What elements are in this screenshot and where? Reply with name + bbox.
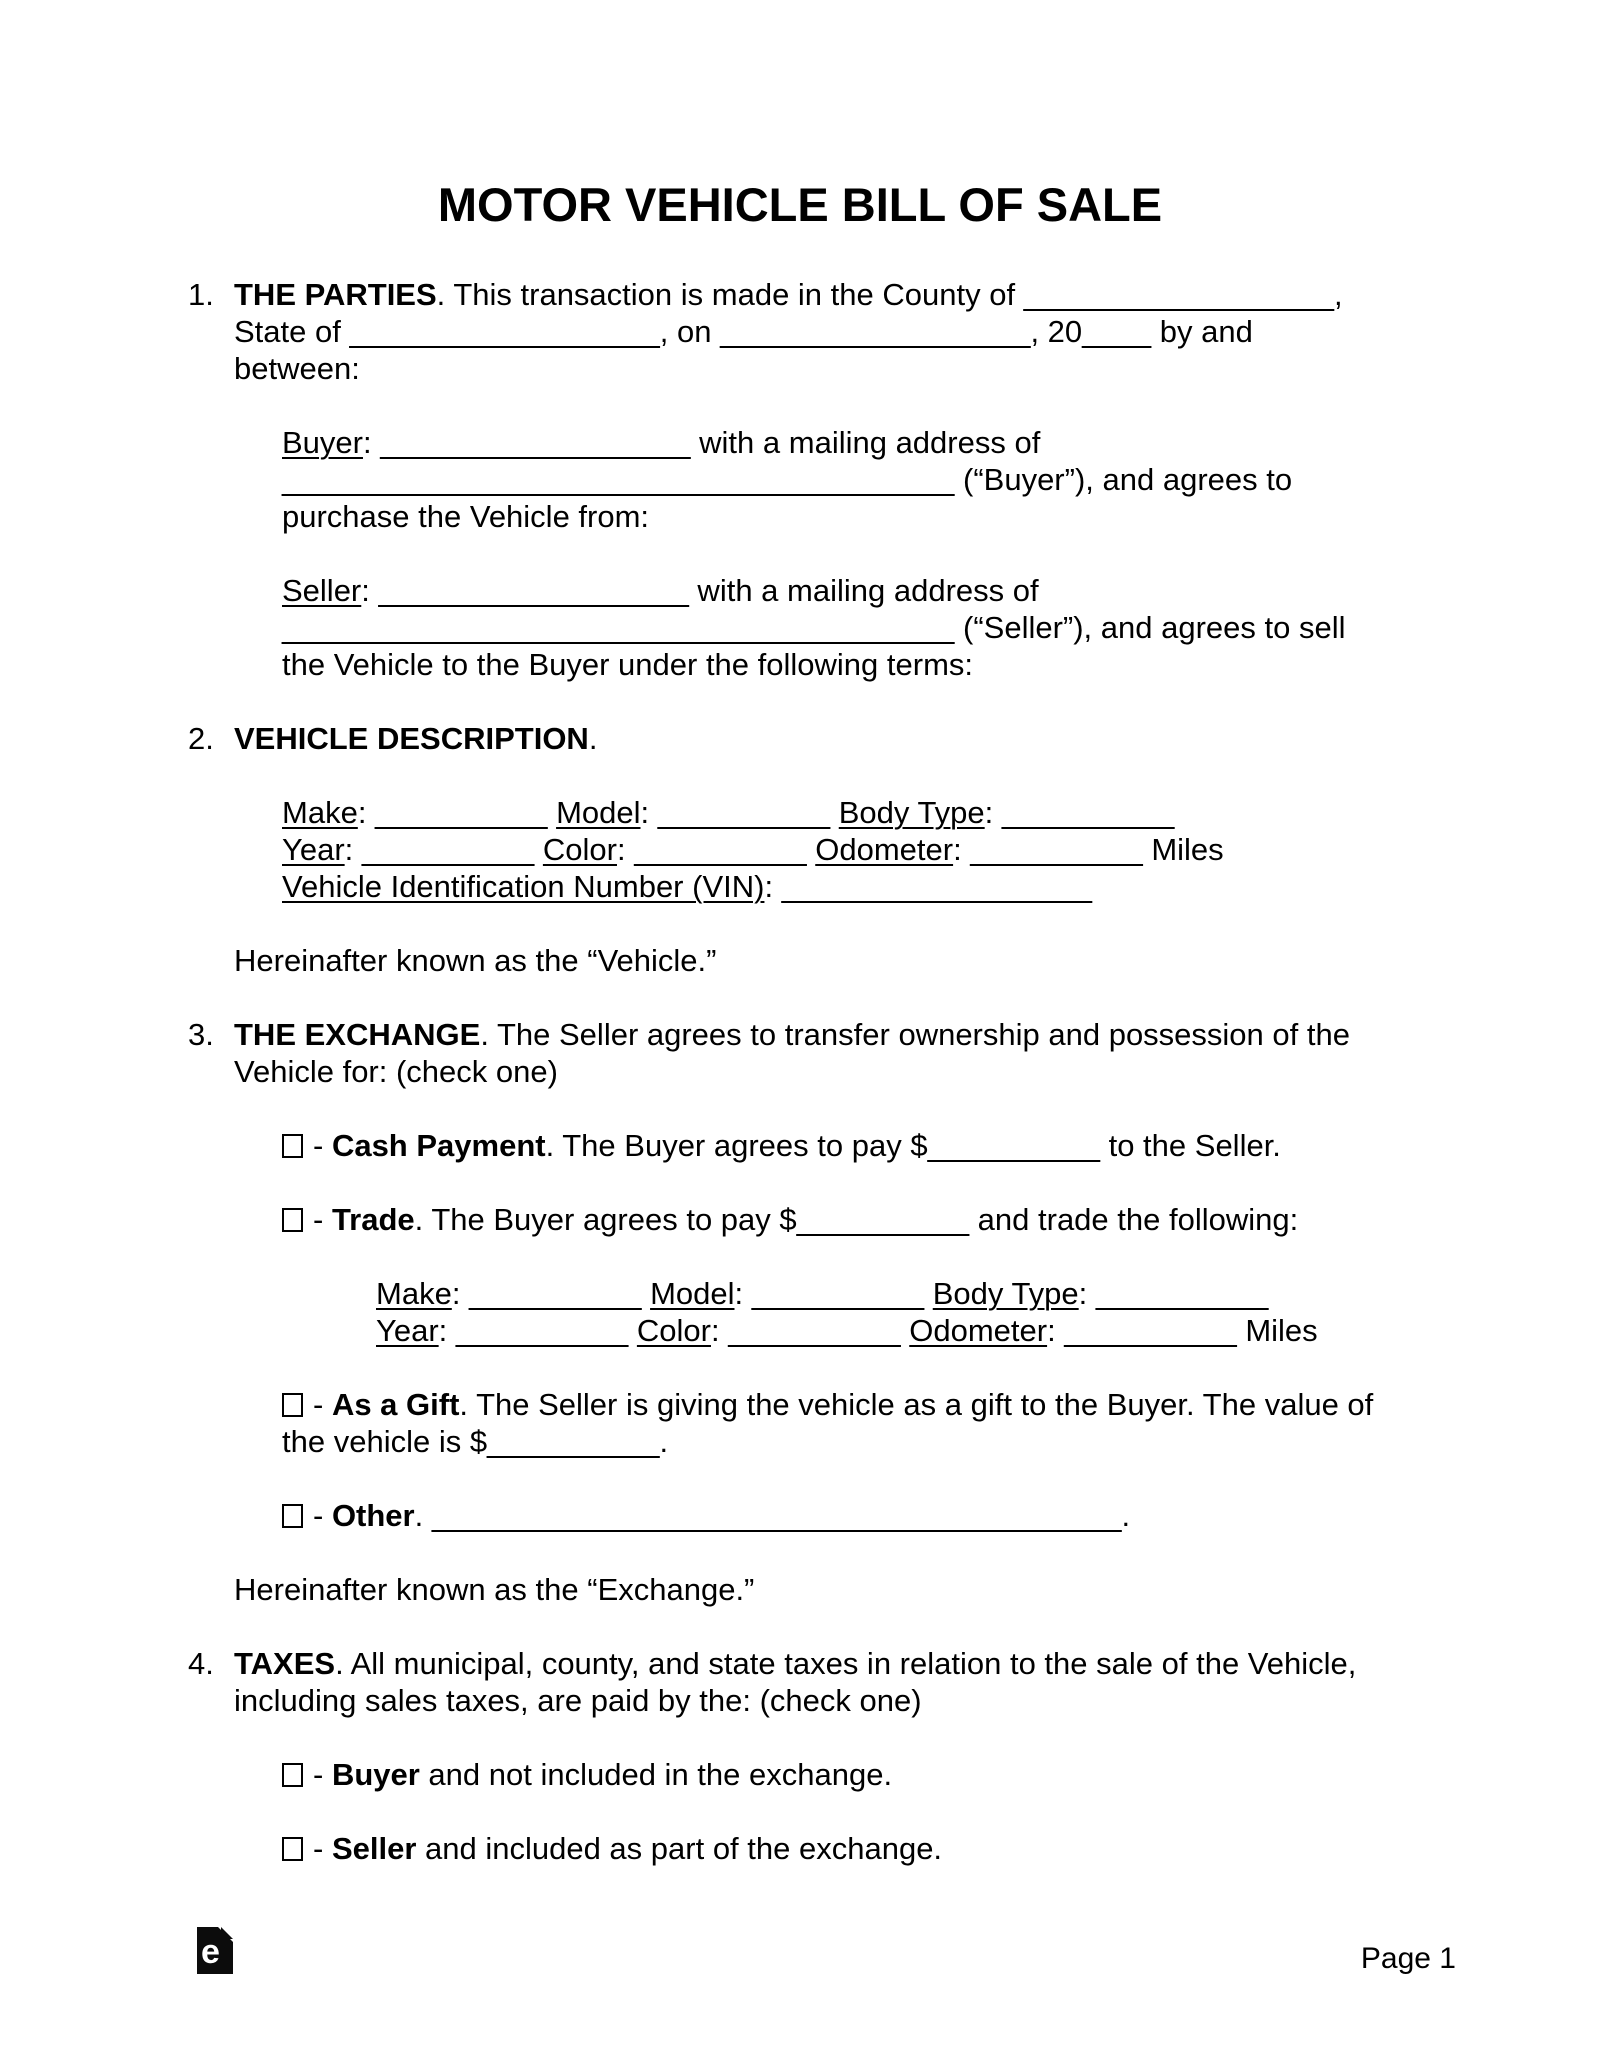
exchange-note-text: Hereinafter known as the “Exchange.” — [234, 1572, 755, 1607]
model-label: Model — [556, 795, 641, 830]
section-4-taxes — [188, 1645, 1412, 1719]
section-2-vehicle-description — [188, 720, 1412, 757]
section-1-number: 1. — [188, 277, 214, 312]
body-type-blank: : __________ — [984, 795, 1175, 830]
section-4-heading: TAXES — [234, 1646, 336, 1681]
vehicle-note — [188, 942, 1412, 979]
section-3-line-2: Vehicle for: (check one) — [234, 1054, 558, 1089]
seller-line-2: _______________________________________ (“Seller”), and agrees to sell — [282, 610, 1346, 645]
trade-odometer-label: Odometer — [909, 1313, 1048, 1348]
section-3-text: . The Seller agrees to transfer ownership and possession of the — [480, 1017, 1350, 1052]
section-1-heading: THE PARTIES — [234, 277, 437, 312]
odometer-label: Odometer — [815, 832, 954, 867]
cash-payment-dash: - — [313, 1128, 332, 1163]
model-blank: : __________ — [640, 795, 839, 830]
trade-model-label: Model — [650, 1276, 735, 1311]
tax-seller-line — [282, 1830, 1412, 1867]
tax-seller-dash: - — [313, 1831, 332, 1866]
section-2-number: 2. — [188, 721, 214, 756]
trade-checkbox[interactable] — [282, 1208, 303, 1232]
section-4-line-1 — [234, 1645, 1412, 1682]
buyer-paragraph — [282, 424, 1412, 535]
vehicle-1-line-3 — [282, 868, 1412, 905]
gift-option — [282, 1386, 1412, 1460]
tax-buyer-text: and not included in the exchange. — [419, 1757, 893, 1792]
section-3-number: 3. — [188, 1017, 214, 1052]
tax-buyer-label: Buyer — [331, 1757, 420, 1792]
trade-make-label: Make — [376, 1276, 452, 1311]
cash-payment-text: . The Buyer agrees to pay $__________ to the Seller. — [545, 1128, 1281, 1163]
gift-label: As a Gift — [331, 1387, 460, 1422]
gift-line-1 — [282, 1386, 1412, 1423]
color-label: Color — [542, 832, 617, 867]
section-3-heading: THE EXCHANGE — [234, 1017, 481, 1052]
trade-body-type-blank: : __________ — [1078, 1276, 1269, 1311]
make-blank: : __________ — [357, 795, 557, 830]
tax-seller-label: Seller — [331, 1831, 417, 1866]
seller-paragraph — [282, 572, 1412, 683]
buyer-line-1 — [282, 424, 1412, 461]
section-3-line-1 — [234, 1016, 1412, 1053]
color-blank: : __________ — [616, 832, 816, 867]
gift-text: . The Seller is giving the vehicle as a gift to the Buyer. The value of — [459, 1387, 1374, 1422]
vehicle-2-line-2 — [376, 1312, 1412, 1349]
seller-label: Seller — [282, 573, 362, 608]
section-4-number: 4. — [188, 1646, 214, 1681]
tax-buyer-option — [282, 1756, 1412, 1793]
tax-seller-option — [282, 1830, 1412, 1867]
trade-model-blank: : __________ — [734, 1276, 933, 1311]
tax-seller-text: and included as part of the exchange. — [416, 1831, 943, 1866]
other-checkbox[interactable] — [282, 1504, 303, 1528]
trade-option — [282, 1201, 1412, 1238]
cash-payment-option — [282, 1127, 1412, 1164]
section-4-text: . All municipal, county, and state taxes in relation to the sale of the Vehicle, — [335, 1646, 1357, 1681]
tax-buyer-line — [282, 1756, 1412, 1793]
vehicle-1-line-1 — [282, 794, 1412, 831]
cash-payment-label: Cash Payment — [331, 1128, 546, 1163]
tax-buyer-dash: - — [313, 1757, 332, 1792]
buyer-line-3: purchase the Vehicle from: — [282, 499, 650, 534]
section-3-the-exchange — [188, 1016, 1412, 1090]
trade-year-label: Year — [376, 1313, 439, 1348]
gift-line-2: the vehicle is $__________. — [282, 1424, 669, 1459]
section-1-line-1 — [234, 276, 1412, 313]
body-type-label: Body Type — [838, 795, 985, 830]
other-option — [282, 1497, 1412, 1534]
vehicle-note-text: Hereinafter known as the “Vehicle.” — [234, 943, 717, 978]
trade-label: Trade — [331, 1202, 415, 1237]
trade-text: . The Buyer agrees to pay $__________ and trade the following: — [414, 1202, 1299, 1237]
section-1-line-3: between: — [234, 351, 360, 386]
trade-odometer-blank: : __________ Miles — [1047, 1313, 1318, 1348]
cash-payment-checkbox[interactable] — [282, 1134, 303, 1158]
trade-year-blank: : __________ — [438, 1313, 637, 1348]
section-2-period: . — [588, 721, 598, 756]
other-label: Other — [331, 1498, 415, 1533]
other-dash: - — [313, 1498, 332, 1533]
tax-buyer-checkbox[interactable] — [282, 1763, 303, 1787]
seller-line-1 — [282, 572, 1412, 609]
eforms-logo-icon — [197, 1927, 233, 1974]
section-4-line-2: including sales taxes, are paid by the: (check one) — [234, 1683, 922, 1718]
section-1-parties — [188, 276, 1412, 387]
eforms-logo-letter: e — [201, 1933, 220, 1971]
vehicle-2-fields — [376, 1275, 1412, 1349]
vehicle-2-line-1 — [376, 1275, 1412, 1312]
vin-label: Vehicle Identification Number (VIN) — [282, 869, 765, 904]
section-2-line-1 — [234, 720, 1412, 757]
gift-checkbox[interactable] — [282, 1393, 303, 1417]
section-2-heading: VEHICLE DESCRIPTION — [234, 721, 589, 756]
seller-line-3: the Vehicle to the Buyer under the following terms: — [282, 647, 974, 682]
other-blank: . ________________________________________. — [414, 1498, 1131, 1533]
trade-dash: - — [313, 1202, 332, 1237]
buyer-label: Buyer — [282, 425, 363, 460]
buyer-name-blank: : __________________ with a mailing address of — [362, 425, 1041, 460]
odometer-blank: : __________ Miles — [953, 832, 1224, 867]
document-title: MOTOR VEHICLE BILL OF SALE — [437, 178, 1163, 231]
year-blank: : __________ — [344, 832, 543, 867]
seller-name-blank: : __________________ with a mailing address of — [361, 573, 1039, 608]
year-label: Year — [282, 832, 345, 867]
section-1-line-2: State of __________________, on __________________, 20____ by and — [234, 314, 1253, 349]
trade-color-blank: : __________ — [710, 1313, 910, 1348]
section-1-text: . This transaction is made in the County of __________________, — [436, 277, 1343, 312]
cash-payment-line — [282, 1127, 1412, 1164]
trade-line — [282, 1201, 1412, 1238]
trade-color-label: Color — [636, 1313, 711, 1348]
vehicle-1-fields — [282, 794, 1412, 905]
page-number: Page 1 — [1360, 1942, 1456, 1975]
other-line — [282, 1497, 1412, 1534]
buyer-line-2: _______________________________________ (“Buyer”), and agrees to — [282, 462, 1293, 497]
gift-dash: - — [313, 1387, 332, 1422]
tax-seller-checkbox[interactable] — [282, 1837, 303, 1861]
vehicle-1-line-2 — [282, 831, 1412, 868]
exchange-note — [188, 1571, 1412, 1608]
vin-blank: : __________________ — [764, 869, 1092, 904]
trade-body-type-label: Body Type — [932, 1276, 1079, 1311]
make-label: Make — [282, 795, 358, 830]
trade-make-blank: : __________ — [451, 1276, 651, 1311]
